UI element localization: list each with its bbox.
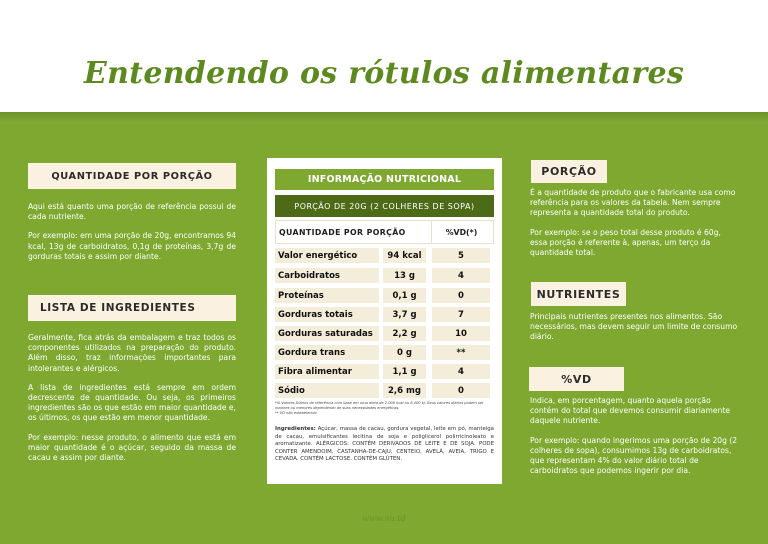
column-vd-header: %VD(*): [431, 221, 491, 243]
vd-description: [530, 396, 740, 485]
nutrient-quantity: 94 kcal: [383, 248, 426, 263]
table-row: [275, 362, 494, 381]
column-quantity-header: QUANTIDADE POR PORÇÃO: [279, 227, 406, 237]
table-row: [275, 324, 494, 343]
nutrition-table-header: [275, 220, 494, 244]
porcao-paragraph-2: Por exemplo: se o peso total desse produto é 60g, essa porção é referente à, apenas, um terço da quantidade total.: [530, 227, 721, 258]
nutrient-quantity: 2,6 mg: [383, 383, 426, 398]
table-row: [275, 286, 494, 305]
porcao-heading: [531, 160, 607, 183]
nutrient-vd: 0: [432, 288, 490, 303]
nutrient-name: Valor energético: [278, 250, 358, 261]
nutrientes-heading-text: NUTRIENTES: [536, 287, 621, 301]
nutrient-quantity: 0 g: [383, 345, 426, 360]
table-row: [275, 381, 494, 400]
ingredientes-paragraph-1: Geralmente, fica atrás da embalagem e traz todos os componentes utilizados na preparação do produto. Além disso, traz informações importantes para intolerantes e alérgicos.: [28, 333, 236, 373]
vd-paragraph-2: Por exemplo: quando ingerimos uma porção de 20g (2 colheres de sopa), consumimos 13g de carboidratos, que representam 4% do valor diário total de carboidratos que podemos ingerir por dia.: [530, 435, 738, 476]
ingredients-label: Ingredientes:: [275, 426, 316, 432]
nutrient-quantity: 2,2 g: [383, 326, 426, 341]
nutrient-quantity: 0,1 g: [383, 288, 426, 303]
page-title: Entendendo os rótulos alimentares: [83, 55, 685, 91]
nutrient-quantity: 1,1 g: [383, 364, 426, 379]
nutrient-quantity: 3,7 g: [383, 307, 426, 322]
vd-paragraph-1: Indica, em porcentagem, quanto aquela porção contém do total que devemos consumir diariamente daquele nutriente.: [530, 396, 730, 426]
nutrient-vd: **: [432, 345, 490, 360]
quantidade-description: [28, 202, 236, 271]
nutrient-vd: 4: [432, 268, 490, 283]
nutrient-name: Carboidratos: [278, 270, 340, 281]
table-row: [275, 246, 494, 265]
nutrient-vd: 5: [432, 248, 490, 263]
ingredientes-description: [28, 333, 236, 472]
table-row: [275, 343, 494, 362]
footnote-daily-values: *% Valores Diários de referência com base em uma dieta de 2.000 kcal ou 8.400 kJ. Seus valores diários podem ser maiores ou menores dependendo de suas necessidades energéticas.: [275, 401, 484, 410]
nutrition-label: [267, 158, 502, 484]
vd-heading-text: %VD: [561, 372, 592, 386]
nutrient-vd: 10: [432, 326, 490, 341]
nutrientes-paragraph-1: Principais nutrientes presentes nos alimentos. São necessários, mas devem seguir um limite de consumo diário.: [530, 312, 738, 342]
ingredientes-paragraph-2: A lista de ingredientes está sempre em ordem decrescente de quantidade. Ou seja, os primeiros ingredientes são os que estão em maior quantidade e, os últimos, os que estão em menor quantidade.: [28, 382, 237, 423]
nutrient-name: Gorduras totais: [278, 309, 353, 320]
quantidade-paragraph-1: Aqui está quanto uma porção de referência possui de cada nutriente.: [28, 202, 236, 222]
porcao-heading-text: PORÇÃO: [541, 165, 597, 178]
header-banner: [0, 34, 768, 112]
footer-url: www.nu.td: [362, 514, 406, 523]
nutrient-vd: 7: [432, 307, 490, 322]
nutrient-name: Fibra alimentar: [278, 366, 352, 377]
quantidade-heading: [28, 163, 236, 189]
footnote-vd-not-established: ** VD não estabelecido: [275, 411, 317, 415]
nutrientes-description: [530, 312, 740, 352]
vd-heading: [529, 367, 624, 391]
table-row: [275, 305, 494, 324]
table-row: [275, 266, 494, 285]
nutrient-name: Proteínas: [278, 290, 324, 301]
ingredients-text: Açúcar, massa de cacau, gordura vegetal, leite em pó, manteiga de cacau, emulsificantes lecitina de soja e poliglicerol polirricinoleato e aromatizante. ALÉRGICOS: CONTÉM DERIVADOS DE LEITE E DE SOJA. PODE CONTER AMENDOIM, CASTANHA-DE-CAJU, CENTEIO, AVELÃ, AVEIA, TRIGO E CEVADA. CONTÉM LACTOSE. CONTÉM GLÚTEN.: [275, 426, 494, 463]
ingredients-list: [275, 426, 494, 464]
porcao-paragraph-1: É a quantidade de produto que o fabricante usa como referência para os valores da tabela. Nem sempre representa a quantidade total do produto.: [530, 188, 736, 218]
nutrient-name: Sódio: [278, 385, 305, 396]
quantidade-paragraph-2: Por exemplo: em uma porção de 20g, encontramos 94 kcal, 13g de carboidratos, 0,1g de proteínas, 3,7g de gorduras totais e assim por diante.: [28, 231, 236, 261]
ingredientes-heading-text: LISTA DE INGREDIENTES: [40, 302, 196, 314]
nutrientes-heading: [531, 282, 626, 306]
nutrition-footnotes: [275, 401, 494, 416]
nutrient-name: Gorduras saturadas: [278, 328, 373, 339]
nutrient-vd: 4: [432, 364, 490, 379]
ingredientes-paragraph-3: Por exemplo: nesse produto, o alimento que está em maior quantidade é o açúcar, seguido da massa de cacau e assim por diante.: [28, 432, 236, 463]
quantidade-heading-text: QUANTIDADE POR PORÇÃO: [51, 170, 213, 182]
nutrient-quantity: 13 g: [383, 268, 426, 283]
nutrient-vd: 0: [432, 383, 490, 398]
nutrient-name: Gordura trans: [278, 347, 346, 358]
nutrition-label-title: INFORMAÇÃO NUTRICIONAL: [275, 169, 494, 190]
nutrition-portion: PORÇÃO DE 20G (2 COLHERES DE SOPA): [275, 195, 494, 217]
porcao-description: [530, 188, 740, 267]
ingredientes-heading: [28, 295, 236, 321]
